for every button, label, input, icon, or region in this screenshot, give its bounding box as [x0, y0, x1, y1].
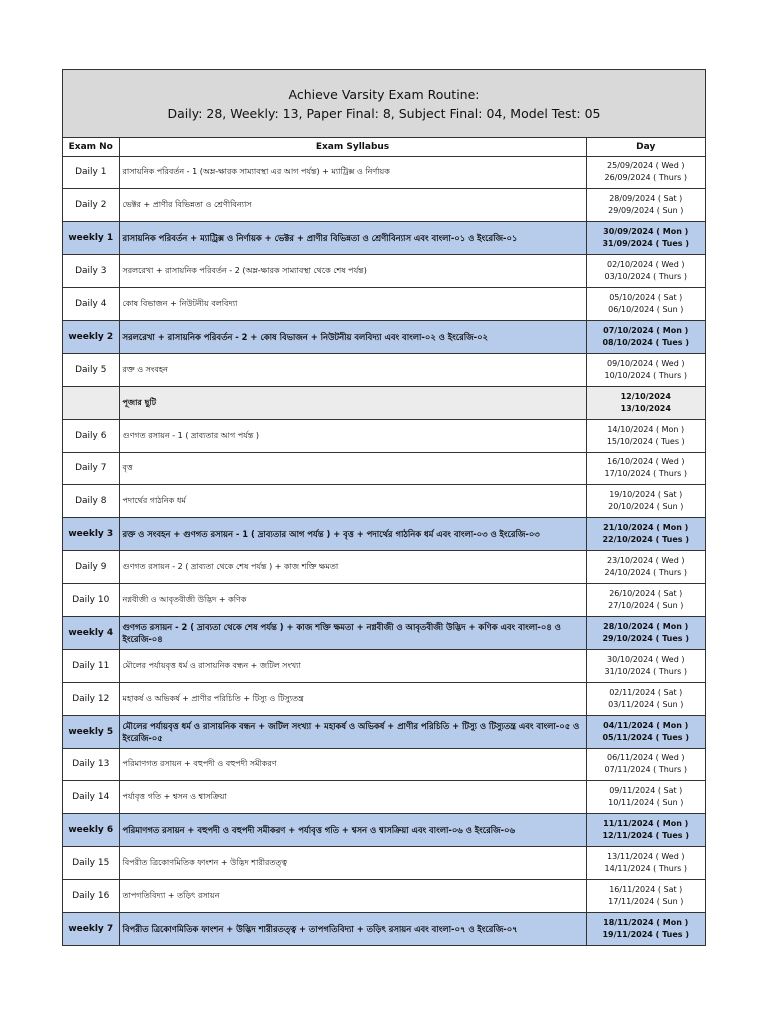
- exam-no-cell: Daily 1: [63, 156, 119, 189]
- first-date: 28/10/2024 ( Mon ): [603, 621, 689, 631]
- routine-body: [63, 156, 705, 945]
- exam-no-cell: Daily 14: [63, 781, 119, 814]
- second-date: 24/10/2024 ( Thurs ): [604, 568, 687, 578]
- daily-exam-row: [63, 353, 705, 386]
- second-date: 31/09/2024 ( Tues ): [602, 239, 689, 249]
- first-date: 13/11/2024 ( Wed ): [607, 852, 685, 862]
- daily-exam-row: [63, 781, 705, 814]
- day-cell: [586, 222, 705, 255]
- syllabus-cell: পরিমাণগত রসায়ন + বহুপদী ও বহুপদী সমীকরণ: [119, 748, 586, 781]
- first-date: 18/11/2024 ( Mon ): [603, 918, 689, 928]
- first-date: 09/10/2024 ( Wed ): [607, 358, 685, 368]
- exam-no-cell: Daily 8: [63, 485, 119, 518]
- exam-no-cell: Daily 11: [63, 649, 119, 682]
- syllabus-cell: তাপগতিবিদ্যা + তড়িৎ রসায়ন: [119, 880, 586, 913]
- first-date: 12/10/2024: [620, 391, 671, 401]
- weekly-exam-row: [63, 814, 705, 847]
- second-date: 29/10/2024 ( Tues ): [602, 633, 689, 643]
- second-date: 19/11/2024 ( Tues ): [602, 930, 689, 940]
- syllabus-cell: বৃত্ত: [119, 452, 586, 485]
- day-cell: [586, 288, 705, 321]
- header-exam-no: Exam No: [63, 138, 119, 156]
- daily-exam-row: [63, 880, 705, 913]
- exam-no-cell: weekly 7: [63, 912, 119, 945]
- syllabus-cell: সরলরেখা + রাসায়নিক পরিবর্তন - 2 (অম্ল-ক্ষারক সাম্যাবস্থা থেকে শেষ পর্যন্ত): [119, 255, 586, 288]
- syllabus-cell: রক্ত ও সংবহন + গুণগত রসায়ন - 1 ( দ্রাব্যতার আগ পর্যন্ত ) + বৃত্ত + পদার্থের গাঠনিক ধর্ম এবং বাংলা-০৩ ও ইংরেজি-০৩: [119, 518, 586, 551]
- weekly-exam-row: [63, 912, 705, 945]
- first-date: 04/11/2024 ( Mon ): [603, 720, 689, 730]
- syllabus-cell: বিপরীত ত্রিকোণমিতিক ফাংশন + উদ্ভিদ শারীরতত্ত্ব: [119, 847, 586, 880]
- exam-no-cell: Daily 2: [63, 189, 119, 222]
- second-date: 17/11/2024 ( Sun ): [608, 897, 684, 907]
- exam-no-cell: Daily 13: [63, 748, 119, 781]
- day-cell: [586, 320, 705, 353]
- exam-no-cell: Daily 4: [63, 288, 119, 321]
- daily-exam-row: [63, 255, 705, 288]
- syllabus-cell: গুণগত রসায়ন - 2 ( দ্রাব্যতা থেকে শেষ পর্যন্ত ) + কাজ শক্তি ক্ষমতা + নগ্নবীজী ও আবৃতবীজী উদ্ভিদ + কণিক এবং বাংলা-০৪ ও ইংরেজি-০৪: [119, 616, 586, 649]
- syllabus-cell: গুণগত রসায়ন - 1 ( দ্রাব্যতার আগ পর্যন্ত ): [119, 419, 586, 452]
- header-row: [63, 138, 705, 156]
- first-date: 09/11/2024 ( Sat ): [609, 786, 683, 796]
- day-cell: [586, 814, 705, 847]
- second-date: 15/10/2024 ( Tues ): [606, 436, 685, 446]
- second-date: 10/11/2024 ( Sun ): [608, 798, 684, 808]
- second-date: 31/10/2024 ( Thurs ): [604, 666, 687, 676]
- exam-no-cell: Daily 10: [63, 584, 119, 617]
- syllabus-cell: মহাকর্ষ ও অভিকর্ষ + প্রাণীর পরিচিতি + টিস্যু ও টিস্যুতন্ত্র: [119, 682, 586, 715]
- second-date: 05/11/2024 ( Tues ): [602, 732, 689, 742]
- syllabus-cell: কোষ বিভাজন + নিউটনীয় বলবিদ্যা: [119, 288, 586, 321]
- syllabus-cell: পূজার ছুটি: [119, 386, 586, 419]
- first-date: 14/10/2024 ( Mon ): [607, 424, 685, 434]
- day-cell: [586, 353, 705, 386]
- syllabus-cell: পরিমাণগত রসায়ন + বহুপদী ও বহুপদী সমীকরণ + পর্যাবৃত্ত গতি + শ্বসন ও শ্বাসক্রিয়া এবং বাংলা-০৬ ও ইংরেজি-০৬: [119, 814, 586, 847]
- syllabus-cell: রক্ত ও সংবহন: [119, 353, 586, 386]
- syllabus-cell: মৌলের পর্যায়বৃত্ত ধর্ম ও রাসায়নিক বন্ধন + জটিল সংখ্যা: [119, 649, 586, 682]
- routine-grid: [63, 138, 705, 945]
- daily-exam-row: [63, 584, 705, 617]
- first-date: 16/11/2024 ( Sat ): [609, 885, 683, 895]
- day-cell: [586, 452, 705, 485]
- day-cell: [586, 386, 705, 419]
- exam-routine-table: [62, 69, 706, 946]
- day-cell: [586, 781, 705, 814]
- first-date: 05/10/2024 ( Sat ): [609, 293, 683, 302]
- daily-exam-row: [63, 419, 705, 452]
- first-date: 23/10/2024 ( Wed ): [607, 556, 685, 566]
- second-date: 29/09/2024 ( Sun ): [608, 206, 684, 216]
- second-date: 14/11/2024 ( Thurs ): [604, 864, 687, 874]
- day-cell: [586, 616, 705, 649]
- day-cell: [586, 156, 705, 189]
- daily-exam-row: [63, 682, 705, 715]
- holiday-row: [63, 386, 705, 419]
- exam-no-cell: Daily 9: [63, 551, 119, 584]
- day-cell: [586, 584, 705, 617]
- exam-no-cell: Daily 5: [63, 353, 119, 386]
- day-cell: [586, 518, 705, 551]
- first-date: 25/09/2024 ( Wed ): [607, 161, 685, 171]
- syllabus-cell: ভেক্টর + প্রাণীর বিভিন্নতা ও শ্রেণীবিন্যাস: [119, 189, 586, 222]
- day-cell: [586, 255, 705, 288]
- syllabus-cell: মৌলের পর্যায়বৃত্ত ধর্ম ও রাসায়নিক বন্ধন + জটিল সংখ্যা + মহাকর্ষ ও অভিকর্ষ + প্রাণীর পরিচিতি + টিস্যু ও টিস্যুতন্ত্র এবং বাংলা-০৫ ও ইংরেজি-০৫: [119, 715, 586, 748]
- first-date: 02/11/2024 ( Sat ): [609, 687, 683, 697]
- second-date: 22/10/2024 ( Tues ): [602, 535, 689, 545]
- second-date: 03/10/2024 ( Thurs ): [604, 272, 687, 282]
- second-date: 08/10/2024 ( Tues ): [602, 337, 689, 347]
- second-date: 07/11/2024 ( Thurs ): [604, 765, 687, 775]
- exam-no-cell: weekly 6: [63, 814, 119, 847]
- syllabus-cell: সরলরেখা + রাসায়নিক পরিবর্তন - 2 + কোষ বিভাজন + নিউটনীয় বলবিদ্যা এবং বাংলা-০২ ও ইংরেজি-০২: [119, 320, 586, 353]
- first-date: 28/09/2024 ( Sat ): [609, 194, 683, 204]
- routine-summary: Daily: 28, Weekly: 13, Paper Final: 8, Subject Final: 04, Model Test: 05: [167, 105, 601, 121]
- first-date: 30/09/2024 ( Mon ): [603, 227, 689, 237]
- day-cell: [586, 715, 705, 748]
- daily-exam-row: [63, 156, 705, 189]
- second-date: 06/10/2024 ( Sun ): [608, 305, 684, 314]
- exam-no-cell: Daily 12: [63, 682, 119, 715]
- exam-no-cell: weekly 2: [63, 320, 119, 353]
- first-date: 16/10/2024 ( Wed ): [607, 457, 685, 467]
- daily-exam-row: [63, 551, 705, 584]
- syllabus-cell: গুণগত রসায়ন - 2 ( দ্রাব্যতা থেকে শেষ পর্যন্ত ) + কাজ শক্তি ক্ষমতা: [119, 551, 586, 584]
- daily-exam-row: [63, 189, 705, 222]
- daily-exam-row: [63, 485, 705, 518]
- header-day: Day: [586, 138, 705, 156]
- syllabus-cell: পর্যাবৃত্ত গতি + শ্বসন ও শ্বাসক্রিয়া: [119, 781, 586, 814]
- second-date: 03/11/2024 ( Sun ): [608, 699, 684, 709]
- day-cell: [586, 419, 705, 452]
- exam-no-cell: Daily 3: [63, 255, 119, 288]
- first-date: 11/11/2024 ( Mon ): [603, 819, 689, 829]
- day-cell: [586, 748, 705, 781]
- exam-no-cell: Daily 6: [63, 419, 119, 452]
- syllabus-cell: রাসায়নিক পরিবর্তন - 1 (অম্ল-ক্ষারক সাম্যাবস্থা এর আগ পর্যন্ত) + ম্যাট্রিক্স ও নির্ণায়ক: [119, 156, 586, 189]
- day-cell: [586, 485, 705, 518]
- first-date: 02/10/2024 ( Wed ): [607, 260, 685, 270]
- syllabus-cell: নগ্নবীজী ও আবৃতবীজী উদ্ভিদ + কণিক: [119, 584, 586, 617]
- day-cell: [586, 189, 705, 222]
- syllabus-cell: রাসায়নিক পরিবর্তন + ম্যাট্রিক্স ও নির্ণায়ক + ভেক্টর + প্রাণীর বিভিন্নতা ও শ্রেণীবিন্যাস এবং বাংলা-০১ ও ইংরেজি-০১: [119, 222, 586, 255]
- second-date: 17/10/2024 ( Thurs ): [604, 469, 687, 479]
- daily-exam-row: [63, 847, 705, 880]
- first-date: 26/10/2024 ( Sat ): [609, 589, 683, 599]
- exam-no-cell: Daily 15: [63, 847, 119, 880]
- weekly-exam-row: [63, 715, 705, 748]
- syllabus-cell: বিপরীত ত্রিকোণমিতিক ফাংশন + উদ্ভিদ শারীরতত্ত্ব + তাপগতিবিদ্যা + তড়িৎ রসায়ন এবং বাংলা-০৭ ও ইংরেজি-০৭: [119, 912, 586, 945]
- exam-no-cell: weekly 1: [63, 222, 119, 255]
- day-cell: [586, 912, 705, 945]
- day-cell: [586, 880, 705, 913]
- second-date: 27/10/2024 ( Sun ): [608, 601, 684, 611]
- daily-exam-row: [63, 748, 705, 781]
- weekly-exam-row: [63, 616, 705, 649]
- exam-no-cell: weekly 4: [63, 616, 119, 649]
- weekly-exam-row: [63, 320, 705, 353]
- second-date: 13/10/2024: [620, 403, 671, 413]
- second-date: 20/10/2024 ( Sun ): [608, 502, 684, 512]
- exam-no-cell: Daily 7: [63, 452, 119, 485]
- daily-exam-row: [63, 649, 705, 682]
- exam-no-cell: [63, 386, 119, 419]
- syllabus-cell: পদার্থের গাঠনিক ধর্ম: [119, 485, 586, 518]
- first-date: 21/10/2024 ( Mon ): [603, 523, 689, 533]
- daily-exam-row: [63, 452, 705, 485]
- day-cell: [586, 649, 705, 682]
- day-cell: [586, 847, 705, 880]
- routine-title: Achieve Varsity Exam Routine:: [288, 86, 480, 102]
- second-date: 12/11/2024 ( Tues ): [602, 831, 689, 841]
- day-cell: [586, 551, 705, 584]
- first-date: 06/11/2024 ( Wed ): [607, 753, 685, 763]
- header-exam-syllabus: Exam Syllabus: [119, 138, 586, 156]
- second-date: 26/09/2024 ( Thurs ): [604, 173, 687, 183]
- title-band: [63, 70, 705, 138]
- first-date: 07/10/2024 ( Mon ): [603, 325, 689, 335]
- weekly-exam-row: [63, 222, 705, 255]
- exam-no-cell: Daily 16: [63, 880, 119, 913]
- first-date: 19/10/2024 ( Sat ): [609, 490, 683, 500]
- day-cell: [586, 682, 705, 715]
- first-date: 30/10/2024 ( Wed ): [607, 654, 685, 664]
- second-date: 10/10/2024 ( Thurs ): [604, 370, 687, 380]
- daily-exam-row: [63, 288, 705, 321]
- weekly-exam-row: [63, 518, 705, 551]
- exam-no-cell: weekly 5: [63, 715, 119, 748]
- exam-no-cell: weekly 3: [63, 518, 119, 551]
